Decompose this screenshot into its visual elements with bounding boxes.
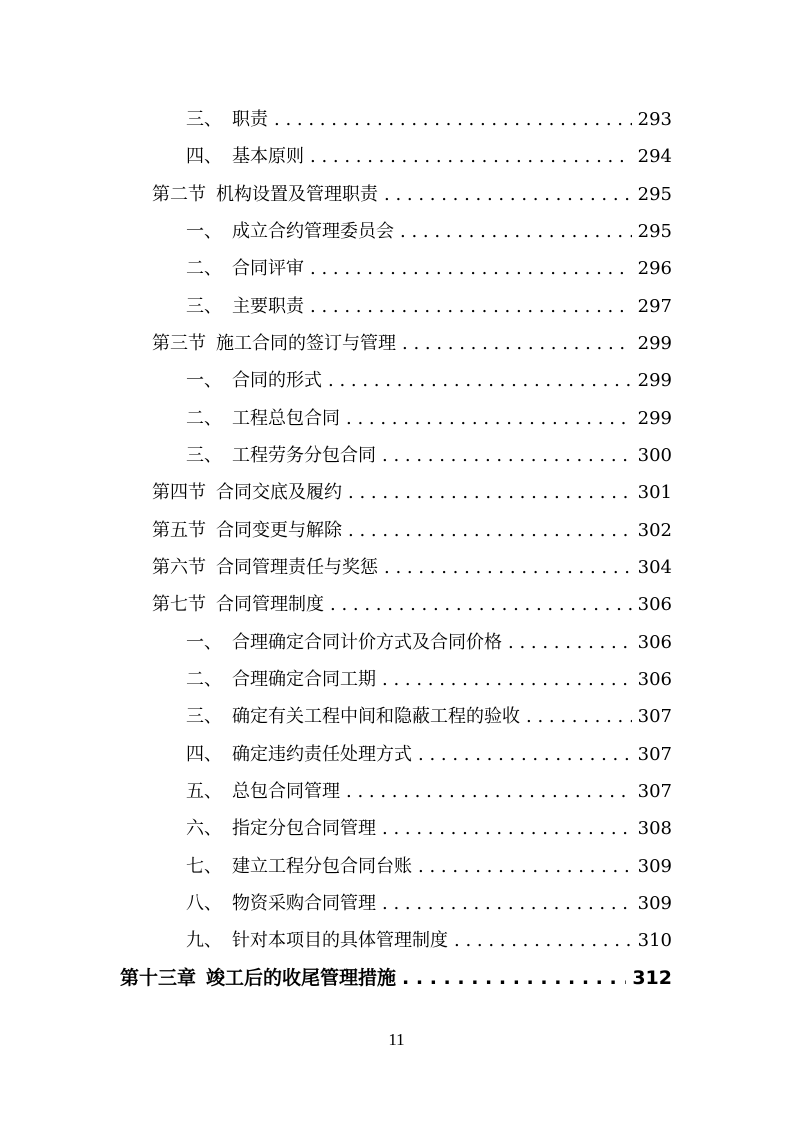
toc-entry[interactable] — [152, 549, 672, 586]
toc-entry-title: 合同变更与解除 — [216, 520, 342, 541]
toc-entry-number: 三、 — [186, 445, 222, 466]
toc-entry-number: 第十三章 — [120, 967, 197, 989]
toc-entry[interactable] — [186, 250, 672, 287]
dot-leader — [384, 549, 632, 586]
toc-entry[interactable] — [186, 288, 672, 325]
toc-entry-number: 六、 — [186, 818, 222, 839]
toc-entry[interactable] — [186, 885, 672, 922]
toc-entry-page: 300 — [637, 445, 672, 466]
toc-entry[interactable] — [186, 698, 672, 735]
dot-leader — [348, 512, 632, 549]
dot-leader — [384, 176, 632, 213]
toc-entry[interactable] — [186, 213, 672, 250]
toc-entry-number: 一、 — [186, 370, 222, 391]
toc-entry-number: 九、 — [186, 930, 222, 951]
dot-leader — [402, 960, 626, 997]
dot-leader — [328, 362, 632, 399]
toc-entry-title: 合理确定合同工期 — [232, 669, 376, 690]
toc-entry-number: 五、 — [186, 781, 222, 802]
toc-entry-title: 物资采购合同管理 — [232, 893, 376, 914]
toc-entry-number: 八、 — [186, 893, 222, 914]
toc-entry-page: 297 — [637, 296, 672, 317]
toc-entry-page: 306 — [637, 669, 672, 690]
dot-leader — [454, 922, 632, 959]
toc-entry-title: 合同的形式 — [232, 370, 322, 391]
dot-leader — [310, 138, 632, 175]
toc-entry[interactable] — [152, 176, 672, 213]
toc-entry[interactable] — [186, 138, 672, 175]
toc-entry-title: 工程劳务分包合同 — [232, 445, 376, 466]
toc-entry-title: 合同评审 — [232, 258, 304, 279]
toc-entry-number: 第三节 — [152, 333, 206, 354]
dot-leader — [418, 848, 632, 885]
toc-entry-page: 294 — [637, 146, 672, 167]
dot-leader — [418, 736, 632, 773]
toc-entry-page: 295 — [637, 184, 672, 205]
dot-leader — [402, 325, 632, 362]
toc-entry-page: 304 — [637, 557, 672, 578]
toc-entry-page: 299 — [637, 333, 672, 354]
toc-entry[interactable] — [152, 586, 672, 623]
dot-leader — [310, 288, 632, 325]
dot-leader — [346, 773, 632, 810]
toc-entry-page: 306 — [637, 594, 672, 615]
toc-entry[interactable] — [186, 661, 672, 698]
toc-entry-page: 299 — [637, 370, 672, 391]
dot-leader — [400, 213, 632, 250]
toc-entry-title: 指定分包合同管理 — [232, 818, 376, 839]
toc-entry-title: 总包合同管理 — [232, 781, 340, 802]
dot-leader — [348, 474, 632, 511]
toc-entry-page: 310 — [637, 930, 672, 951]
toc-entry-page: 296 — [637, 258, 672, 279]
toc-entry-title: 确定有关工程中间和隐蔽工程的验收 — [232, 706, 520, 727]
dot-leader — [382, 810, 632, 847]
toc-entry-page: 309 — [637, 856, 672, 877]
toc-entry-number: 一、 — [186, 221, 222, 242]
toc-entry[interactable] — [186, 848, 672, 885]
toc-entry-number: 二、 — [186, 669, 222, 690]
toc-entry-number: 第二节 — [152, 184, 206, 205]
toc-entry-page: 307 — [637, 744, 672, 765]
toc-entry-page: 309 — [637, 893, 672, 914]
toc-entry-title: 成立合约管理委员会 — [232, 221, 394, 242]
toc-entry[interactable] — [186, 362, 672, 399]
dot-leader — [508, 624, 632, 661]
dot-leader — [274, 101, 632, 138]
dot-leader — [382, 885, 632, 922]
toc-entry-number: 一、 — [186, 632, 222, 653]
toc-entry-number: 第七节 — [152, 594, 206, 615]
toc-entry-number: 第五节 — [152, 520, 206, 541]
toc-entry-page: 307 — [637, 706, 672, 727]
toc-entry[interactable] — [186, 922, 672, 959]
toc-entry-title: 主要职责 — [232, 296, 304, 317]
dot-leader — [382, 437, 632, 474]
toc-entry-page: 299 — [637, 408, 672, 429]
toc-entry-page: 301 — [637, 482, 672, 503]
toc-entry[interactable] — [186, 810, 672, 847]
dot-leader — [382, 661, 632, 698]
dot-leader — [330, 586, 632, 623]
toc-entry-title: 竣工后的收尾管理措施 — [206, 967, 397, 989]
toc-entry-number: 四、 — [186, 744, 222, 765]
dot-leader — [526, 698, 632, 735]
toc-entry-number: 二、 — [186, 258, 222, 279]
toc-entry-title: 合同交底及履约 — [216, 482, 342, 503]
toc-entry-page: 306 — [637, 632, 672, 653]
toc-entry-number: 第四节 — [152, 482, 206, 503]
toc-entry-page: 302 — [637, 520, 672, 541]
toc-entry-page: 308 — [637, 818, 672, 839]
toc-entry-title: 建立工程分包合同台账 — [232, 856, 412, 877]
toc-entry[interactable] — [186, 773, 672, 810]
toc-entry[interactable] — [152, 512, 672, 549]
toc-entry-number: 七、 — [186, 856, 222, 877]
toc-entry-title: 合同管理责任与奖惩 — [216, 557, 378, 578]
toc-entry-number: 第六节 — [152, 557, 206, 578]
toc-entry-title: 合同管理制度 — [216, 594, 324, 615]
toc-entry-chapter[interactable] — [120, 960, 672, 997]
toc-entry-title: 施工合同的签订与管理 — [216, 333, 396, 354]
toc-entry-title: 职责 — [232, 109, 268, 130]
toc-entry[interactable] — [152, 474, 672, 511]
toc-entry[interactable] — [186, 624, 672, 661]
toc-entry[interactable] — [152, 325, 672, 362]
dot-leader — [346, 400, 632, 437]
toc-entry-title: 基本原则 — [232, 146, 304, 167]
toc-entry-page: 295 — [637, 221, 672, 242]
toc-entry-title: 机构设置及管理职责 — [216, 184, 378, 205]
toc-entry-title: 确定违约责任处理方式 — [232, 744, 412, 765]
toc-entry-title: 针对本项目的具体管理制度 — [232, 930, 448, 951]
toc-entry-page: 312 — [632, 967, 672, 989]
toc-entry-number: 四、 — [186, 146, 222, 167]
toc-entry-page: 307 — [637, 781, 672, 802]
toc-entry-number: 三、 — [186, 109, 222, 130]
toc-entry-title: 合理确定合同计价方式及合同价格 — [232, 632, 502, 653]
toc-entry[interactable] — [186, 736, 672, 773]
toc-entry-number: 二、 — [186, 408, 222, 429]
dot-leader — [310, 250, 632, 287]
page-number: 11 — [388, 1030, 405, 1049]
toc-entry[interactable] — [186, 400, 672, 437]
toc-entry-title: 工程总包合同 — [232, 408, 340, 429]
toc-entry-number: 三、 — [186, 296, 222, 317]
toc-entry-page: 293 — [637, 109, 672, 130]
toc-entry[interactable] — [186, 437, 672, 474]
toc-entry[interactable] — [186, 101, 672, 138]
toc-entry-number: 三、 — [186, 706, 222, 727]
